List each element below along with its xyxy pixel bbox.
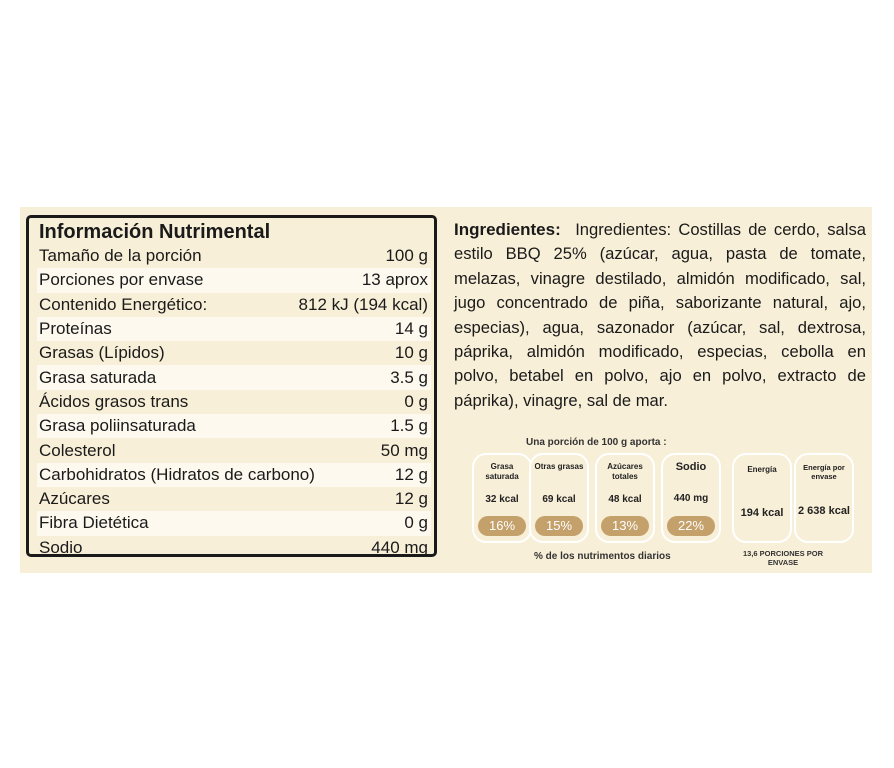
gda-amount: 69 kcal: [542, 494, 576, 505]
nutrition-row: [37, 390, 431, 414]
gda-percent: 15%: [535, 516, 583, 536]
gda-energy: [732, 453, 792, 543]
gda-name: Grasa saturada: [485, 462, 519, 481]
nutrition-label: [20, 207, 872, 573]
gda-amount: 194 kcal: [740, 507, 784, 519]
gda-name: Azúcares totales: [607, 462, 643, 481]
gda-total-sugars: [595, 453, 655, 543]
gda-percent: 13%: [601, 516, 649, 536]
nutrient-value: 12 g: [394, 489, 428, 509]
nutrient-label: Tamaño de la porción: [39, 246, 202, 266]
nutrition-row: [37, 365, 431, 389]
nutrition-row: [37, 244, 431, 268]
nutrition-title: Información Nutrimental: [39, 221, 271, 243]
gda-title: Una porción de 100 g aporta :: [526, 437, 667, 448]
nutrition-row: [37, 414, 431, 438]
gda-energy-package: [794, 453, 854, 543]
nutrient-value: 50 mg: [380, 440, 428, 460]
nutrient-label: Ácidos grasos trans: [39, 391, 189, 411]
nutrient-label: Grasas (Lípidos): [39, 343, 165, 363]
nutrient-label: Azúcares: [39, 489, 110, 509]
nutrition-row: [37, 268, 431, 292]
gda-sodium: [661, 453, 721, 543]
gda-name: Energía por envase: [803, 463, 845, 481]
gda-amount: 32 kcal: [485, 494, 519, 505]
nutrient-value: 12 g: [394, 464, 428, 484]
nutrient-label: Contenido Energético:: [39, 294, 208, 314]
nutrient-value: 0 g: [404, 391, 428, 411]
portions-caption: 13,6 PORCIONES POR ENVASE: [742, 549, 824, 567]
gda-name: Otras grasas: [534, 462, 584, 471]
gda-name: Energía: [747, 465, 777, 474]
nutrient-value: 13 aprox: [361, 270, 428, 290]
nutrition-row: [37, 536, 431, 560]
nutrition-row: [37, 317, 431, 341]
gda-percent: 22%: [667, 516, 715, 536]
nutrition-row: [37, 487, 431, 511]
nutrient-label: Grasa saturada: [39, 367, 157, 387]
gda-name: Sodio: [675, 461, 707, 473]
nutrition-row: [37, 463, 431, 487]
gda-other-fats: [529, 453, 589, 543]
gda-amount: 48 kcal: [608, 494, 642, 505]
nutrient-value: 1.5 g: [390, 416, 428, 436]
gda-percent: 16%: [478, 516, 526, 536]
nutrition-row: [37, 293, 431, 317]
nutrient-label: Sodio: [39, 537, 83, 557]
nutrient-value: 0 g: [404, 513, 428, 533]
ingredients-block: [454, 218, 866, 413]
nutrition-row: [37, 438, 431, 462]
nutrient-label: Porciones por envase: [39, 270, 204, 290]
nutrient-value: 440 mg: [371, 537, 428, 557]
ingredients-text: Ingredientes: Costillas de cerdo, salsa estilo BBQ 25% (azúcar, agua, pasta de tomate, melazas, vinagre destilado, almidón modificado, sal, jugo concentrado de piña, saborizante natural, ajo, especias), agua, sazonador (azúcar, sal, dextrosa, páprika, almidón modificado, especias, cebolla en polvo, betabel en polvo, ajo en polvo, extracto de páprika), vinagre, sal de mar.: [454, 220, 866, 410]
nutrition-rows: [37, 244, 431, 560]
nutrient-label: Grasa poliinsaturada: [39, 416, 196, 436]
nutrient-value: 14 g: [394, 319, 428, 339]
nutrition-facts-table: [26, 215, 437, 557]
nutrition-row: [37, 341, 431, 365]
gda-amount: 2 638 kcal: [798, 505, 850, 517]
nutrient-label: Fibra Dietética: [39, 513, 149, 533]
nutrient-label: Carbohidratos (Hidratos de carbono): [39, 464, 315, 484]
nutrient-value: 3.5 g: [390, 367, 428, 387]
gda-amount: 440 mg: [673, 493, 709, 504]
nutrition-row: [37, 511, 431, 535]
gda-saturated-fat: [472, 453, 532, 543]
nutrient-value: 10 g: [394, 343, 428, 363]
nutrient-value: 100 g: [385, 246, 428, 266]
ingredients-heading: Ingredientes:: [454, 220, 561, 239]
percent-caption: % de los nutrimentos diarios: [534, 551, 671, 562]
nutrient-value: 812 kJ (194 kcal): [298, 294, 428, 314]
nutrient-label: Colesterol: [39, 440, 116, 460]
nutrient-label: Proteínas: [39, 319, 112, 339]
